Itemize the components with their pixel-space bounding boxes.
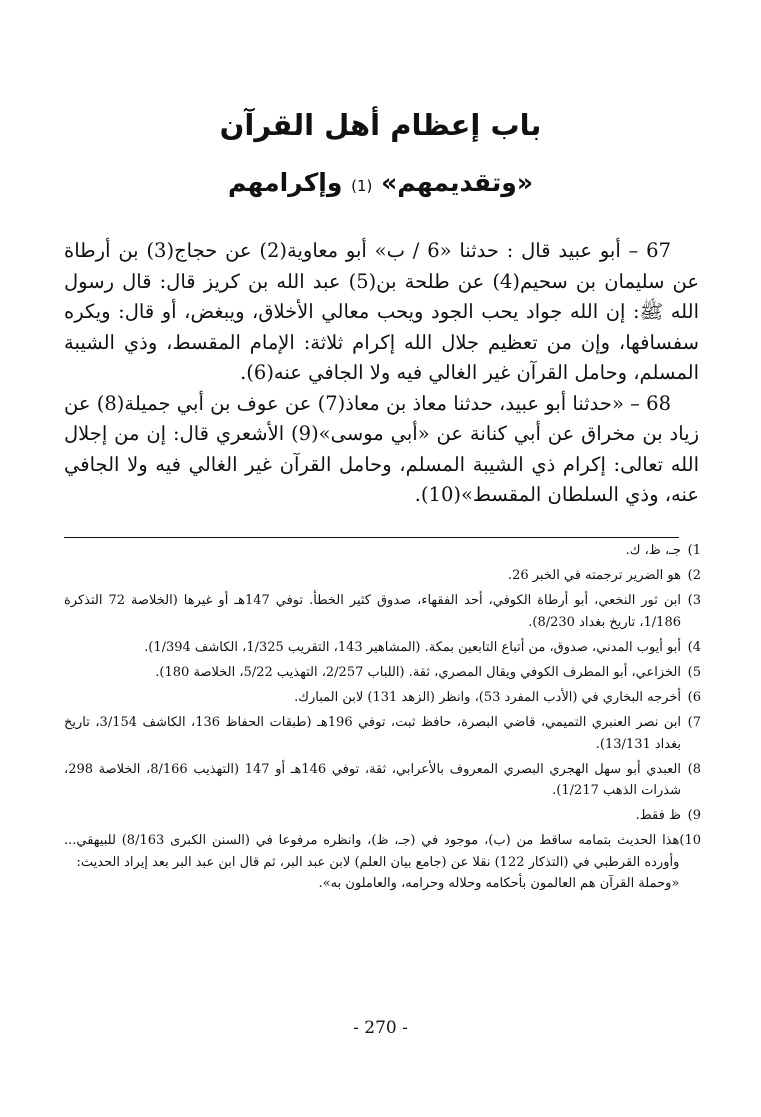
footnote-9 [64, 805, 701, 826]
footnote-text: أخرجه البخاري في (الأدب المفرد 53)، وانظر (الزهد 131) لابن المبارك. [294, 690, 681, 706]
footnote-number: 2) [687, 568, 701, 584]
footnote-1 [64, 540, 701, 561]
chapter-title: باب إعظام أهل القرآن [219, 108, 542, 142]
footnotes-section [64, 540, 701, 898]
footnote-number: 9) [687, 808, 701, 824]
footnote-number: 6) [687, 690, 701, 706]
footnote-quote: «وحملة القرآن هم العالمون بأحكامه وحلاله وحرامه، والعاملون به». [318, 875, 680, 891]
page-number: - 270 - [353, 1018, 408, 1038]
footnote-number: 4) [687, 639, 701, 655]
paragraph-67: 67 – أبو عبيد قال : حدثنا «6 / ب» أبو معاوية(2) عن حجاج(3) بن أرطاة عن سليمان بن سحيم(4) عن طلحة بن(5) عبد الله بن كريز قال: قال رسول الله ﷺ: إن الله جواد يحب الجود ويحب معالي الأخلاق، ويبغض، أو قال: ويكره سفسافها، وإن من تعظيم جلال الله إكرام ثلاثة: الإمام المقسط، وذي الشيبة المسلم، وحامل القرآن غير الغالي فيه ولا الجافي عنه(6). [64, 239, 699, 384]
footnote-2 [64, 565, 701, 586]
footnote-number: 5) [687, 665, 701, 681]
footnote-text: جـ، ظ، ك. [625, 543, 681, 558]
subtitle-footnote-marker: (1) [351, 177, 373, 195]
footnote-text: ابن ثور النخعي، أبو أرطاة الكوفي، أحد الفقهاء، صدوق كثير الخطأ. توفي 147هـ أو غيرها (الخلاصة 72 التذكرة 1/186، تاريخ بغداد 8/230). [64, 593, 681, 630]
footnote-text: العبدي أبو سهل الهجري البصري المعروف بالأعرابي، ثقة، توفي 146هـ أو 147 (التهذيب 8/166، الخلاصة 298، شذرات الذهب 1/217). [64, 761, 681, 799]
footnote-text: الخزاعي، أبو المطرف الكوفي ويقال المصري، ثقة. (اللباب 2/257، التهذيب 5/22، الخلاصة 180). [155, 665, 681, 681]
chapter-subtitle [60, 168, 701, 197]
footnote-text: أبو أيوب المدني، صدوق، من أتباع التابعين بمكة. (المشاهير 143، التقريب 1/325، الكاشف 1/394). [144, 639, 681, 655]
footnote-text: هذا الحديث بتمامه ساقط من (ب)، موجود في (جـ، ظ)، وانظره مرفوعا في (السنن الكبرى 8/163) للبيهقي... وأورده القرطبي في (التذكار 122) نقلا عن (جامع بيان العلم) لابن عبد البر، ثم قال ابن عبد البر بعد إيراد الحديث: [64, 833, 680, 870]
footnote-text: ابن نصر العنبري التميمي، قاضي البصرة، حافظ ثبت، توفي 196هـ (طبقات الحفاظ 136، الكاشف 3/154، تاريخ بغداد 13/131). [64, 715, 682, 752]
footnote-3 [64, 590, 701, 632]
footnote-number: 7) [687, 715, 701, 731]
footnote-number: 1) [687, 543, 701, 558]
footnote-4 [64, 637, 701, 658]
footnote-text: ظ فقط. [635, 808, 681, 824]
footnote-6 [64, 687, 701, 708]
footnote-5 [64, 662, 701, 683]
footnote-text: هو الضرير ترجمته في الخبر 26. [507, 568, 681, 584]
subtitle-part-quoted: «وتقديمهم» [381, 168, 533, 197]
footnote-7 [64, 712, 701, 754]
footnote-number: 3) [687, 593, 701, 609]
footnote-10 [64, 830, 701, 894]
footnote-number: 10) [679, 833, 701, 849]
footnote-divider [64, 537, 679, 538]
paragraph-68: 68 – «حدثنا أبو عبيد، حدثنا معاذ بن معاذ(7) عن عوف بن أبي جميلة(8) عن زياد بن مخراق عن أبي كنانة عن «أبي موسى»(9) الأشعري قال: إن من إجلال الله تعالى: إكرام ذي الشيبة المسلم، وحامل القرآن غير الغالي فيه ولا الجافي عنه، وذي السلطان المقسط»(10). [64, 391, 699, 506]
footnote-number: 8) [687, 761, 701, 777]
subtitle-part-end: وإكرامهم [228, 168, 343, 197]
main-text [64, 236, 699, 511]
footnote-8 [64, 759, 701, 801]
